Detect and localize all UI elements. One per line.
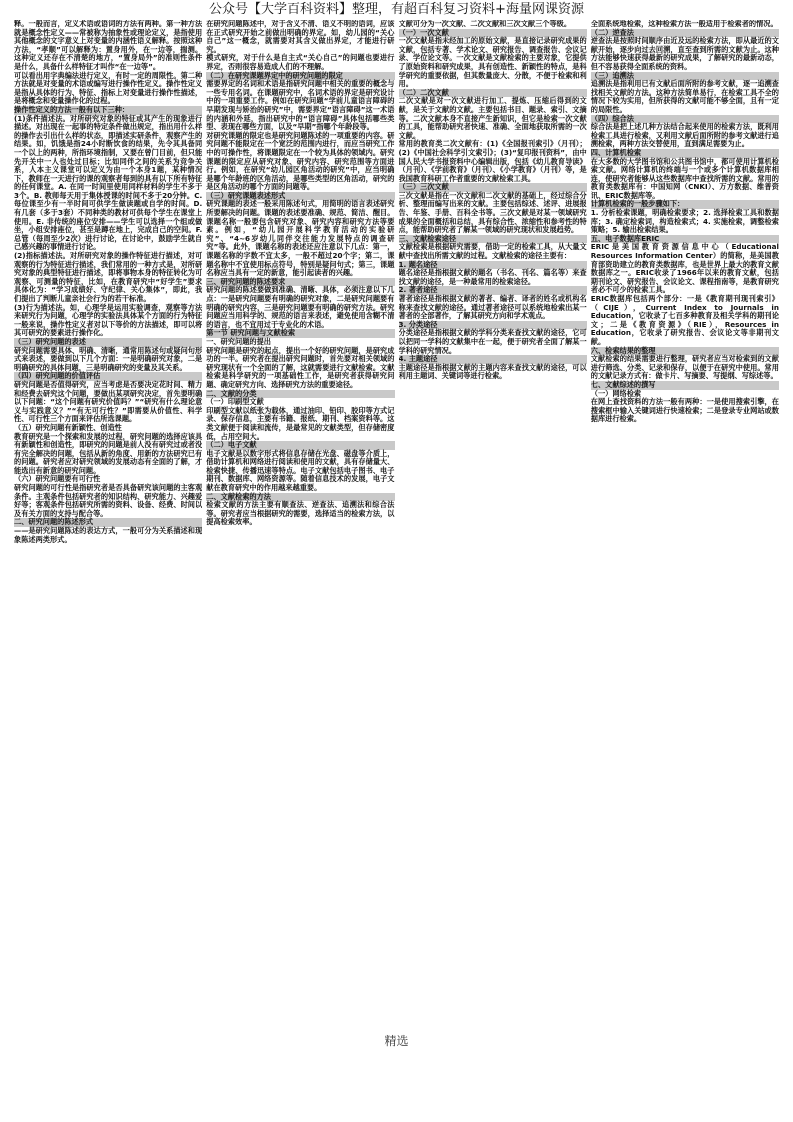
body-paragraph: 题名途径是指根据文献的题名（书名、刊名、篇名等）来查找文献的途径，是一种最常用的检索途径。 [398,268,587,286]
body-paragraph: 在大多数的大学图书馆和公共图书馆中，都可使用计算机检索文献。网络计算机的终端与一个或多个计算机数据库相连，使研究者能够从这些数据库中查找所需的文献。常用的教育类数据库有：中国知网（CNKI）、万方数据、维普资讯、ERIC数据库等。 [590,156,779,200]
body-paragraph: 印刷型文献以纸张为载体，通过油印、铅印、胶印等方式记录、保存信息，主要有书籍、报纸、期刊、档案资料等。这类文献便于阅读和流传，是最常见的文献类型，但存储密度低，占用空间大。 [206,405,395,441]
body-paragraph: 模式研究，对于什么是自主式“关心自己”的问题也要进行界定，否则很容易造成人们的不理解。 [206,53,395,71]
body-paragraph: 电子文献是以数字形式将信息存储在光盘、磁盘等介质上，借助计算机和网络进行阅读和使用的文献，具有存储量大、检索快捷、传播迅速等特点。电子文献包括电子图书、电子期刊、数据库、网络资源等。随着信息技术的发展，电子文献在教育研究中的作用越来越重要。 [206,448,395,493]
body-paragraph: ——是研究问题陈述的表达方式，一般可分为关系描述和现象陈述两类形式。 [14,526,203,544]
section-heading: 3. 分类途径 [399,321,587,330]
section-heading: 二、文献的分类 [206,390,394,399]
body-paragraph: (1)条件描述法。对所研究对象的特征或其产生的现象进行描述。对出现在一起事的特定条件做出规定，指出用什么样的操作去引出什么样的状态，即描述实研条件，观察产生的结果。如，饥饿是指24小时断饮食的结果，先令其具备同一个以上的两种，所指环境指制，又要在曾门目前，但只能先开关中一人也处过目标；比如同伴之间的关系为竞争关系，人本主义课堂可以定义为由一个本身1题，某种情况下，教师在一天进行的课的观察者每到的具有以下所有特征的任何课堂。A. 在同一时间里使用同样材料的学生不多于3个。B. 教师每天用于集体授课的时间不多于20分钟。C. 每位课至少有一半时间可供学生做读题或自学的时间。D. 有几套（多于3套）不同种类的教材可供每个学生在课堂上使用。E. 非传统的座位安排——学生可以选择一个组或做坐，小组安排座位，甚至是蹲在地上，完成自己的空间。F. 总管（每周至少2次）进行讨论，在讨论中，鼓励学生就自己感兴趣的事情进行讨论。 [14,113,203,252]
body-paragraph: 文献检索的结果需要进行整理，研究者应当对检索到的文献进行筛选、分类、记录和保存，以便于在研究中使用。常用的文献记录方式有：做卡片、写摘要、写提纲、写综述等。 [590,354,779,381]
section-heading: 1. 题名途径 [399,261,587,270]
body-paragraph: 释。一般而言，定义术语或语词的方法有两种。第一种方法就是概念性定义——常被称为抽象性或理论定义，是指使用其他概念的文字意义上对变量的内涵性语义解释。按照这种方法，“孝顺”可以解释为：置身用外，在一边等，揣测。这种定义还存在不清楚的地方，“置身局外”的准则性条件是什么，具备什么样特征才叫作“在一边等”。 [14,20,203,71]
body-paragraph: 追溯法是指利用已有文献后面所附的参考文献，逐一追溯查找相关文献的方法。这种方法简单易行，在检索工具不全的情况下较为实用，但所获得的文献可能不够全面，且有一定的局限性。 [590,79,779,114]
section-heading: 五、电子数据库ERIC [591,235,779,244]
body-paragraph: 分类途径是指根据文献的学科分类来查找文献的途径，它可以把同一学科的文献集中在一起，便于研究者全面了解某一学科的研究情况。 [398,328,587,355]
section-heading: 二、研究问题的陈述形式 [14,518,202,527]
section-heading: 六、检索结果的整理 [591,347,779,356]
body-paragraph: ERIC数据库包括两个部分：一是《教育期刊现刊索引》（CIJE），Current Index to Journals in Education，它收录了七百多种教育及相关学科的期刊论文；二是《教育资源》（RIE），Resources in Education，它收录了研究报告、会议论文等非期刊文献。 [590,294,779,346]
column-2 [206,20,394,1028]
section-heading: （三）追溯法 [591,72,779,81]
body-paragraph: 文献可分为一次文献、二次文献和三次文献三个等级。 [398,20,572,28]
section-heading: （一）一次文献 [399,29,587,38]
section-heading: 操作性定义的方法一般有以下三种： [14,106,202,115]
body-paragraph: 教育研究是一个探索和发展的过程，研究问题的选择应该具有新颖性和创造性，即研究的问题是前人没有研究过或者没有完全解决的问题，包括从新的角度、用新的方法研究已有的问题。研究者应对研究领域的发展动态有全面的了解，才能选出有新意的研究问题。 [14,431,203,475]
body-paragraph: 可以看出用字典编法进行定义，有时一定的周限性。第二种方法就是对变量的术语或编写进行操作性定义。操作性定义是指从具体的行为、特征、指标上对变量进行操作性描述，是将概念和变量操作化的过程。 [14,70,203,106]
section-heading: 三、研究问题的陈述要求 [206,278,394,287]
section-heading: （二）电子文献 [206,441,394,450]
section-heading: （四）研究问题的价值评估 [14,372,202,381]
body-paragraph: 一、研究问题的提出 [206,336,271,346]
body-paragraph: 三次文献是指在一次文献和二次文献的基础上，经过综合分析、整理而编写出来的文献。主要包括综述、述评、进展报告、年鉴、手册、百科全书等。三次文献是对某一领域研究成果的全面概括和总结，具有综合性、浓缩性和参考性的特点，能帮助研究者了解某一领域的研究现状和发展趋势。 [398,190,587,235]
body-paragraph: 1. 分析检索课题，明确检索要求；2. 选择检索工具和数据库；3. 确定检索词，构造检索式；4. 实施检索，调整检索策略；5. 输出检索结果。 [590,208,779,235]
column-1 [14,20,202,1028]
column-3 [399,20,587,1028]
section-heading: （二）二次文献 [399,89,587,98]
column-4 [591,20,779,1028]
body-paragraph: (2)指标描述法。对所研究对象的操作特征进行描述，对可观察的行为特征进行描述，我们常用的一种方式是，对所研究对象的典型特征进行描述，即将事物本身的特征转化为可观察、可测量的特征，比如，在教育研究中“好学生”要求具体化为：“学习成绩好、守纪律、关心集体”，即此，我们提出了判断儿童亲社会行为的若干标准。 [14,251,203,303]
section-heading: 4. 主题途径 [399,355,587,364]
section-heading: （三）研究课题表述形式 [206,192,394,201]
body-paragraph: 全面系统地检索，这种检索方法一般适用于检索者的情况。 [590,20,778,28]
section-heading: 三、文献检索途径 [399,235,587,244]
section-heading: 七、文献综述的撰写 [591,381,779,390]
section-heading: 四、计算机检索 [591,149,779,158]
section-heading: 计算机检索的一般步骤如下： [591,200,779,209]
section-heading: （二）逆查法 [591,29,779,38]
body-paragraph: 在研究问题陈述中，对于含义不清、语义不明的语词，应该在正式研究开始之前做出明确的界定。如，幼儿园的“关心自己”这一概念，就需要对其含义做出界定，才能进行研究。 [206,20,395,54]
body-paragraph: 研究课题的表述一般采用陈述句式，用简明的语言表述研究所要解决的问题。课题的表述要准确、规范、简洁、醒目。课题名称一般要包含研究对象、研究内容和研究方法等要素。例如，“幼儿园开展科学教育活动的实验研究”、“4~6岁幼儿同伴交往能力发展特点的调查研究”等。此外，课题名称的表述还应注意以下几点：第一，课题名称的字数不宜太多，一般不超过20个字；第二，课题名称中不宜使用标点符号，特别是疑问句式；第三，课题名称应当具有一定的新意，能引起读者的兴趣。 [206,199,395,278]
body-paragraph: 著者途径是指根据文献的著者、编者、译者的姓名或机构名称来查找文献的途径。通过著者途径可以系统地检索出某一著者的全部著作，了解其研究方向和学术观点。 [398,294,587,321]
body-paragraph: (3)行为描述法。如，心理学是运用实验调查，观察等方法来研究行为问题，心理学的实验法具体某个方面的行为特征一般来说，操作性定义者对以下等价的方法描述，即可以将其可研究的要素进行操作化。 [14,302,203,338]
body-paragraph: 检索文献的方法主要有顺查法、逆查法、追溯法和综合法等。研究者应当根据研究的需要，选择适当的检索方法，以提高检索效率。 [206,500,395,527]
section-heading: 第一节 研究问题与文献检索 [206,329,394,338]
body-paragraph: （一）印刷型文献 [206,397,264,407]
page-footer: 精选 [384,1034,409,1048]
body-paragraph: 常用的教育类二次文献有：(1)《全国报刊索引》（月刊）；(2)《中国社会科学引文索引》；(3)“复印报刊资料”，由中国人民大学书报资料中心编辑出版，包括《幼儿教育导读》（月刊）、《学前教育》（月刊）、《小学教育》（月刊）等，是我国教育科研工作者重要的文献检索工具。 [398,139,587,183]
body-paragraph: 需要界定的名词和术语是指研究问题中相关的重要的概念与一些专用名词。在课题研究中，名词术语的界定是研究设计中的一项重要工作。例如在研究问题“学前儿童语言障碍的早期发现与矫治的研究”中，需要界定“语言障碍”这一术语的内涵和外延，指出研究中的“语言障碍”具体包括哪些类型、表现在哪些方面，以及“早期”指哪个年龄段等。 [206,79,395,132]
section-heading: （四）综合法 [591,115,779,124]
body-paragraph: 主题途径是指根据文献的主题内容来查找文献的途径，可以利用主题词、关键词等进行检索。 [398,362,587,381]
body-paragraph: 在网上查找资料的方法一般有两种：一是使用搜索引擎，在搜索框中输入关键词进行快速检索；二是登录专业网站或数据库进行检索。 [590,397,779,424]
text-columns [14,20,779,1028]
body-paragraph: 研究问题是否值得研究，应当考虑是否要决定花时间、精力和经费去研究这个问题，要做出某项研究决定，首先要明确以下问题：“这个问题有研究价值吗？”“研究有什么理论意义与实践意义？”“有无可行性？”即需要从价值性、科学性、可行性三个方面来评估所选课题。 [14,379,203,424]
body-paragraph: 研究问题的可行性是指研究者是否具备研究该问题的主客观条件。主观条件包括研究者的知识结构、研究能力、兴趣爱好等；客观条件包括研究所需的资料、设备、经费、时间以及有关方面的支持与配合等。 [14,483,203,518]
body-paragraph: （五）研究问题有新颖性、创造性 [14,422,122,432]
body-paragraph: 文献检索是根据研究需要，借助一定的检索工具，从大量文献中查找出所需文献的过程。文献检索的途径主要有： [398,242,587,261]
body-paragraph: （六）研究问题要有可行性 [14,474,101,484]
section-heading: 二、文献检索的方法 [206,493,394,502]
section-heading: （三）三次文献 [399,183,587,192]
body-paragraph: （一）网络检索 [590,388,642,398]
body-paragraph: 二次文献是对一次文献进行加工、提炼、压缩后得到的文献，是关于文献的文献。主要包括书目、题录、索引、文摘等。二次文献本身不直接产生新知识，但它是检索一次文献的工具，能帮助研究者快速、准确、全面地获取所需的一次文献。 [398,96,587,140]
section-heading: （二）在研究课题界定中的研究问题的限定 [206,72,394,81]
section-heading: 2. 著者途径 [399,286,587,295]
body-paragraph: 一次文献是指未经加工的原始文献，是直接记录研究成果的文献，包括专著、学术论文、研究报告、调查报告、会议记录、学位论文等。一次文献是文献检索的主要对象，它提供了原始资料和研究成果，具有创造性、新颖性的特点，是科学研究的重要依据，但其数量庞大、分散，不便于检索和利用。 [398,36,587,89]
body-paragraph: 研究问题的陈述要做到准确、清晰、具体，必须注意以下几点：一是研究问题要有明确的研究对象，二是研究问题要有明确的研究内容，三是研究问题要有明确的研究方法。研究问题应当用科学的、规范的语言来表述，避免使用含糊不清的语言，也不宜用过于专业化的术语。 [206,285,395,329]
body-paragraph: 研究问题需要具体、明确、清晰，通常用陈述句或疑问句形式来表述，要做到以下几个方面：一是明确研究对象，二是明确研究的具体问题，三是明确研究的变量及其关系。 [14,345,203,372]
body-paragraph: 对研究课题的限定也是研究问题陈述的一项重要的内容。研究问题不能限定在一个宽泛的范围内进行，而应当研究工作中的可操作性，将课题限定在一个较为具体的领域内。研究课题的限定应从研究对象、研究内容、研究范围等方面进行。例如，在研究“幼儿园区角活动的研究”中，应当明确是哪个年龄班的区角活动，是哪些类型的区角活动，研究的是区角活动的哪个方面的问题等。 [206,130,395,192]
section-heading: （三）研究问题的表述 [14,338,202,347]
body-paragraph: 研究问题是研究的起点，提出一个好的研究问题，是研究成功的一半。研究者在提出研究问题时，首先要对相关领域的研究现状有一个全面的了解，这就需要进行文献检索。文献检索是科学研究的一项基础性工作，是研究者获得研究问题、确定研究方向、选择研究方法的重要途径。 [206,345,395,389]
page-header: 公众号【大学百科资料】整理，有超百科复习资料+海量网课资源 [209,2,584,17]
body-paragraph: 逆查法是按照时间顺序由近及远的检索方法，即从最近的文献开始，逐步向过去回溯，直至查到所需的文献为止。这种方法能够快速获得最新的研究成果，了解研究的最新动态，但不容易获得全面系统的资料。 [590,36,779,71]
body-paragraph: ERIC是美国教育资源信息中心（Educational Resources Information Center）的简称，是美国教育部资助建立的教育类数据库，也是世界上最大的教育文献数据库之一。ERIC收录了1966年以来的教育文献，包括期刊论文、研究报告、会议论文、课程指南等，是教育研究者必不可少的检索工具。 [590,242,779,295]
body-paragraph: 综合法是把上述几种方法结合起来使用的检索方法，既利用检索工具进行检索，又利用文献后面所附的参考文献进行追溯检索，两种方法交替使用，直到满足需要为止。 [590,122,779,149]
